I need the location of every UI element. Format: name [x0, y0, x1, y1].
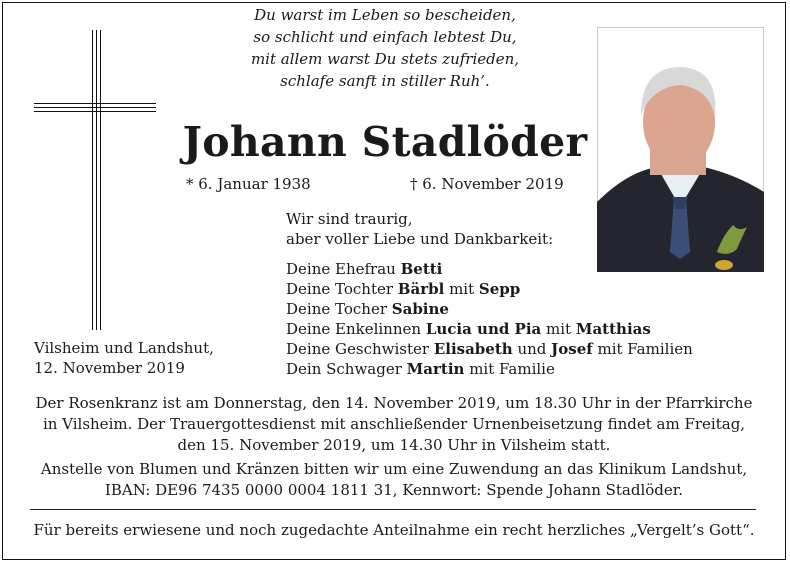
family-text: mit Familien — [592, 340, 693, 358]
family-text: mit — [444, 280, 479, 298]
family-row — [286, 279, 693, 299]
family-name: Sepp — [478, 280, 521, 298]
family-row — [286, 299, 693, 319]
family-name: Sabine — [391, 300, 449, 318]
service-line: den 15. November 2019, um 14.30 Uhr in Vilsheim statt. — [177, 436, 611, 454]
thanks-line: Für bereits erwiesene und noch zugedachte Anteilnahme ein recht herzliches „Vergelt’s Gott“. — [33, 521, 755, 539]
family-text: Dein Schwager — [286, 360, 407, 378]
place: Vilsheim und Landshut, — [34, 339, 214, 357]
family-row — [286, 339, 693, 359]
birth-date: * 6. Januar 1938 — [186, 175, 311, 193]
poem-line: schlafe sanft in stiller Ruh’. — [280, 72, 490, 90]
family-name: Betti — [400, 260, 443, 278]
family-text: Deine Geschwister — [286, 340, 434, 358]
donation-info — [10, 459, 778, 501]
family-row — [286, 319, 693, 339]
family-text: und — [512, 340, 552, 358]
family-name: Bärbl — [397, 280, 445, 298]
family-name: Lucia und Pia — [425, 320, 542, 338]
service-line: in Vilsheim. Der Trauergottesdienst mit anschließender Urnenbeisetzung findet am Freitag, — [42, 415, 746, 433]
intro-text — [286, 209, 553, 249]
family-text: Deine Ehefrau — [286, 260, 401, 278]
family-text: mit — [541, 320, 576, 338]
service-info — [10, 393, 778, 456]
service-line: Der Rosenkranz ist am Donnerstag, den 14. November 2019, um 18.30 Uhr in der Pfarrkirche — [35, 394, 753, 412]
family-list — [286, 259, 693, 379]
family-name: Josef — [551, 340, 593, 358]
intro-line: aber voller Liebe und Dankbarkeit: — [286, 230, 554, 248]
donation-line: Anstelle von Blumen und Kränzen bitten wir um eine Zuwendung an das Klinikum Landshut, — [40, 460, 748, 478]
family-text: Deine Tochter — [286, 280, 398, 298]
poem-line: Du warst im Leben so bescheiden, — [254, 6, 516, 24]
death-date: † 6. November 2019 — [410, 175, 564, 193]
family-row — [286, 359, 693, 379]
poem — [160, 4, 610, 92]
family-text: Deine Tocher — [286, 300, 392, 318]
family-name: Matthias — [575, 320, 651, 338]
family-text: Deine Enkelinnen — [286, 320, 426, 338]
place-date: 12. November 2019 — [34, 359, 185, 377]
place-and-date — [34, 338, 214, 378]
poem-line: so schlicht und einfach lebtest Du, — [253, 28, 517, 46]
deceased-name: Johann Stadlöder — [182, 118, 588, 166]
portrait-photo — [597, 27, 764, 272]
intro-line: Wir sind traurig, — [286, 210, 413, 228]
divider — [30, 509, 756, 510]
family-name: Elisabeth — [433, 340, 513, 358]
family-text: mit Familie — [464, 360, 555, 378]
family-name: Martin — [406, 360, 465, 378]
donation-line: IBAN: DE96 7435 0000 0004 1811 31, Kennwort: Spende Johann Stadlöder. — [104, 481, 684, 499]
family-row — [286, 259, 693, 279]
poem-line: mit allem warst Du stets zufrieden, — [250, 50, 520, 68]
